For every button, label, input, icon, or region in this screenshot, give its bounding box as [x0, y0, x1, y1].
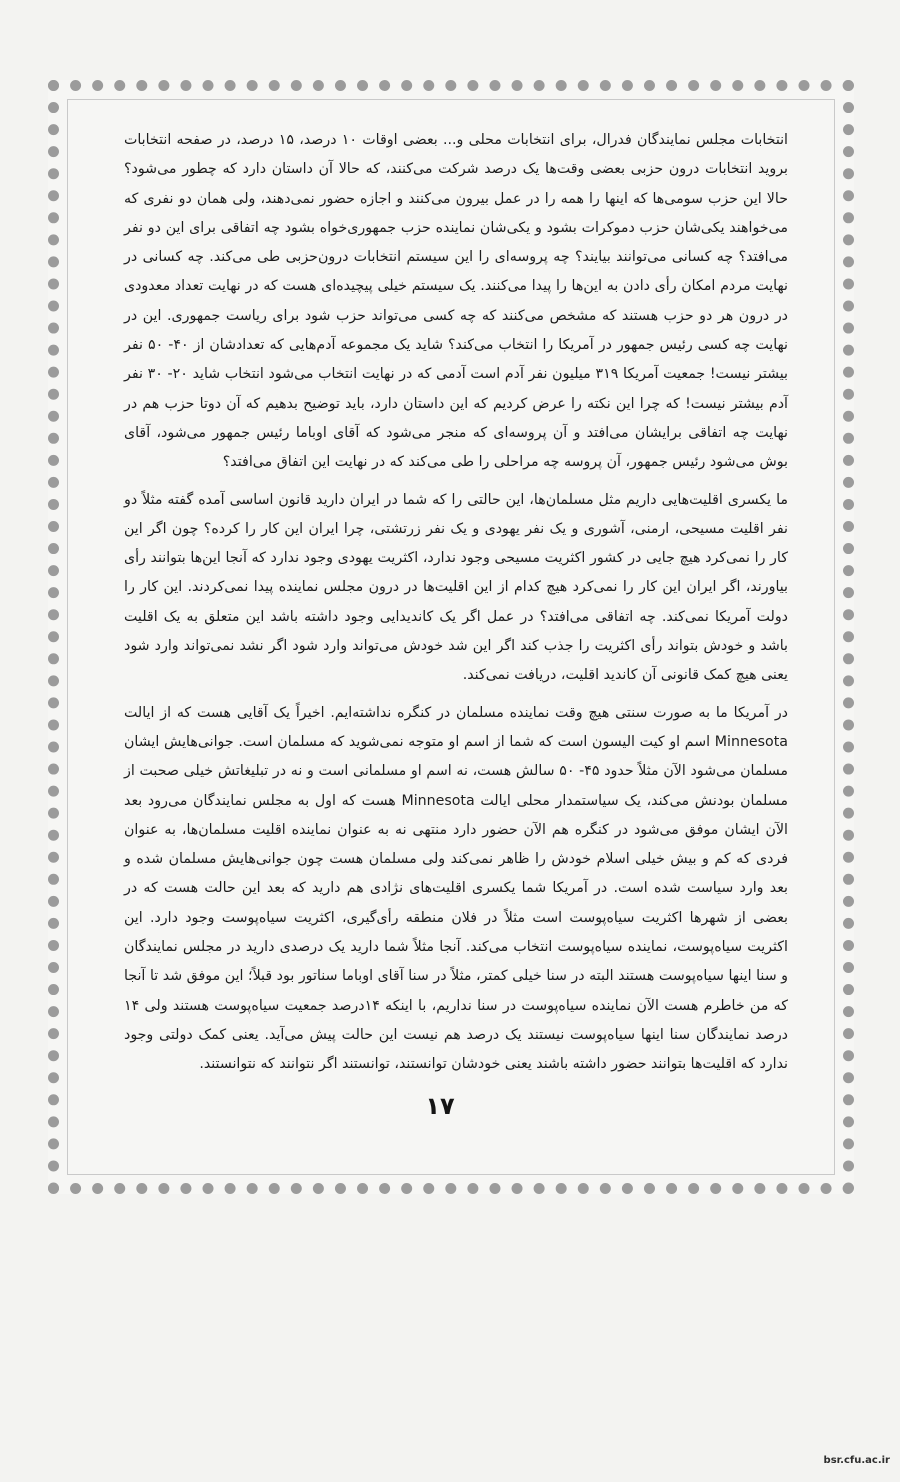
paragraph-2: ما یکسری اقلیت‌هایی داریم مثل مسلمان‌ها، این حالتی را که شما در ایران دارید قانون اساسی آمده گفته مثلاً دو نفر اقلیت مسیحی، ارمنی، آشوری و یک نفر یهودی و یک نفر زرتشتی، چرا ایران این کار را کرده؟ چون اگر این کار را نمی‌کرد هیچ جایی در کشور اکثریت مسیحی وجود ندارد، اکثریت یهودی وجود ندارد که آنجا این‌ها بتوانند رأی بیاورند، اگر ایران این کار را نمی‌کرد هیچ کدام از این اقلیت‌ها در درون مجلس نماینده پیدا نمی‌کردند. این کار را دولت آمریکا نمی‌کند. چه اتفاقی می‌افتد؟ در عمل اگر یک کاندیدایی وجود داشته باشد این متعلق به یک اقلیت باشد و خودش بتواند رأی اکثریت را جذب کند اگر این شد خودش می‌تواند وارد شود اگر نشد نمی‌تواند وارد شود یعنی هیچ کمک قانونی آن کاندید اقلیت، دریافت نمی‌کند. [124, 491, 788, 684]
document-body [124, 126, 788, 1080]
page-number: ۱۷ [425, 1092, 455, 1120]
paragraph-3: در آمریکا ما به صورت سنتی هیچ وقت نماینده مسلمان در کنگره نداشته‌ایم. اخیراً یک آقایی هست که از ایالت Minnesota اسم او کیت الیسون است که شما از اسم او متوجه نمی‌شوید که مسلمان است. جوانی‌هایش ایشان مسلمان می‌شود الآن مثلاً حدود ۴۵- ۵۰ سالش هست، نه اسم او مسلمانی است و نه در تبلیغاتش خیلی صحبت از مسلمان بودنش می‌کند، یک سیاستمدار محلی ایالت Minnesota هست که اول به مجلس نمایندگان می‌رود بعد الآن ایشان موفق می‌شود در کنگره هم الآن حضور دارد منتهی نه به عنوان نماینده اقلیت مسلمان‌ها، به عنوان فردی که کم و بیش خیلی اسلام خودش را ظاهر نمی‌کند ولی مسلمان هست چون جوانی‌هایش مسلمان شده و بعد وارد سیاست شده است. در آمریکا شما یکسری اقلیت‌های نژادی هم دارید که بعد این حالت هست که در بعضی از شهرها اکثریت سیاه‌پوست است مثلاً در فلان منطقه رأی‌گیری، اکثریت سیاه‌پوست وجود دارد. این اکثریت سیاه‌پوست، نماینده سیاه‌پوست انتخاب می‌کند. آنجا مثلاً شما دارید یک درصدی دارید در مجلس نمایندگان و سنا اینها سیاه‌پوست هستند البته در سنا خیلی کمتر، مثلاً در سنا آقای اوباما سناتور بود قبلاً؛ این موفق شد تا آنجا که من خاطرم هست الآن نماینده سیاه‌پوست در سنا نداریم، با اینکه ۱۴درصد جمعیت سیاه‌پوست هستند ولی ۱۴ درصد نمایندگان سنا اینها سیاه‌پوست نیستند یک درصد هم نیست این حالت پیش می‌آید. یعنی کمک دولتی وجود ندارد که اقلیت‌ها بتوانند حضور داشته باشند یعنی خودشان توانستند، توانستند اگر نتوانند که نتوانستند. [124, 704, 788, 1073]
footer-url: bsr.cfu.ac.ir [823, 1455, 890, 1466]
paragraph-1: انتخابات مجلس نمایندگان فدرال، برای انتخابات محلی و... بعضی اوقات ۱۰ درصد، ۱۵ درصد، در صفحه انتخابات بروید انتخابات درون حزبی بعضی وقت‌ها یک درصد شرکت می‌کنند، که حالا آن داستان دارد که چطور می‌شود؟ حالا این حزب سومی‌ها که اینها را همه را در عمل بیرون می‌کنند و اجازه حضور نمی‌دهند، ولی همان دو نفری که می‌خواهند یکی‌شان حزب دموکرات بشود و یکی‌شان نماینده حزب جمهوری‌خواه بشود چه اتفاقی برای این دو نفر می‌افتد؟ چه کسانی می‌توانند بیایند؟ چه پروسه‌ای را این سیستم انتخابات درون‌حزبی طی می‌کند. چه کسانی در نهایت مردم امکان رأی دادن به این‌ها را پیدا می‌کنند. یک سیستم خیلی پیچیده‌ای هست که در نهایت تعداد معدودی در درون هر دو حزب هستند که مشخص می‌کنند که چه کسی می‌تواند حزب شود برای ریاست جمهوری. این در نهایت چه کسی رئیس جمهور در آمریکا را انتخاب می‌کند؟ شاید یک مجموعه آدم‌هایی که تعدادشان از ۴۰- ۵۰ نفر بیشتر نیست! جمعیت آمریکا ۳۱۹ میلیون نفر آدم است آدمی که در نهایت انتخاب می‌شود انتخاب شاید ۲۰- ۳۰ نفر آدم بیشتر نیست! که چرا این نکته را عرض کردیم که این داستان دارد، باید توضیح بدهیم که آن دوتا حزب هم در نهایت چه اتفاقی برایشان می‌افتد و آن پروسه‌ای که منجر می‌شود که آقای اوباما رئیس جمهور می‌شود، آقای بوش می‌شود رئیس جمهور، آن پروسه چه مراحلی را طی می‌کند که در نهایت این اتفاق می‌افتد؟ [124, 132, 789, 471]
